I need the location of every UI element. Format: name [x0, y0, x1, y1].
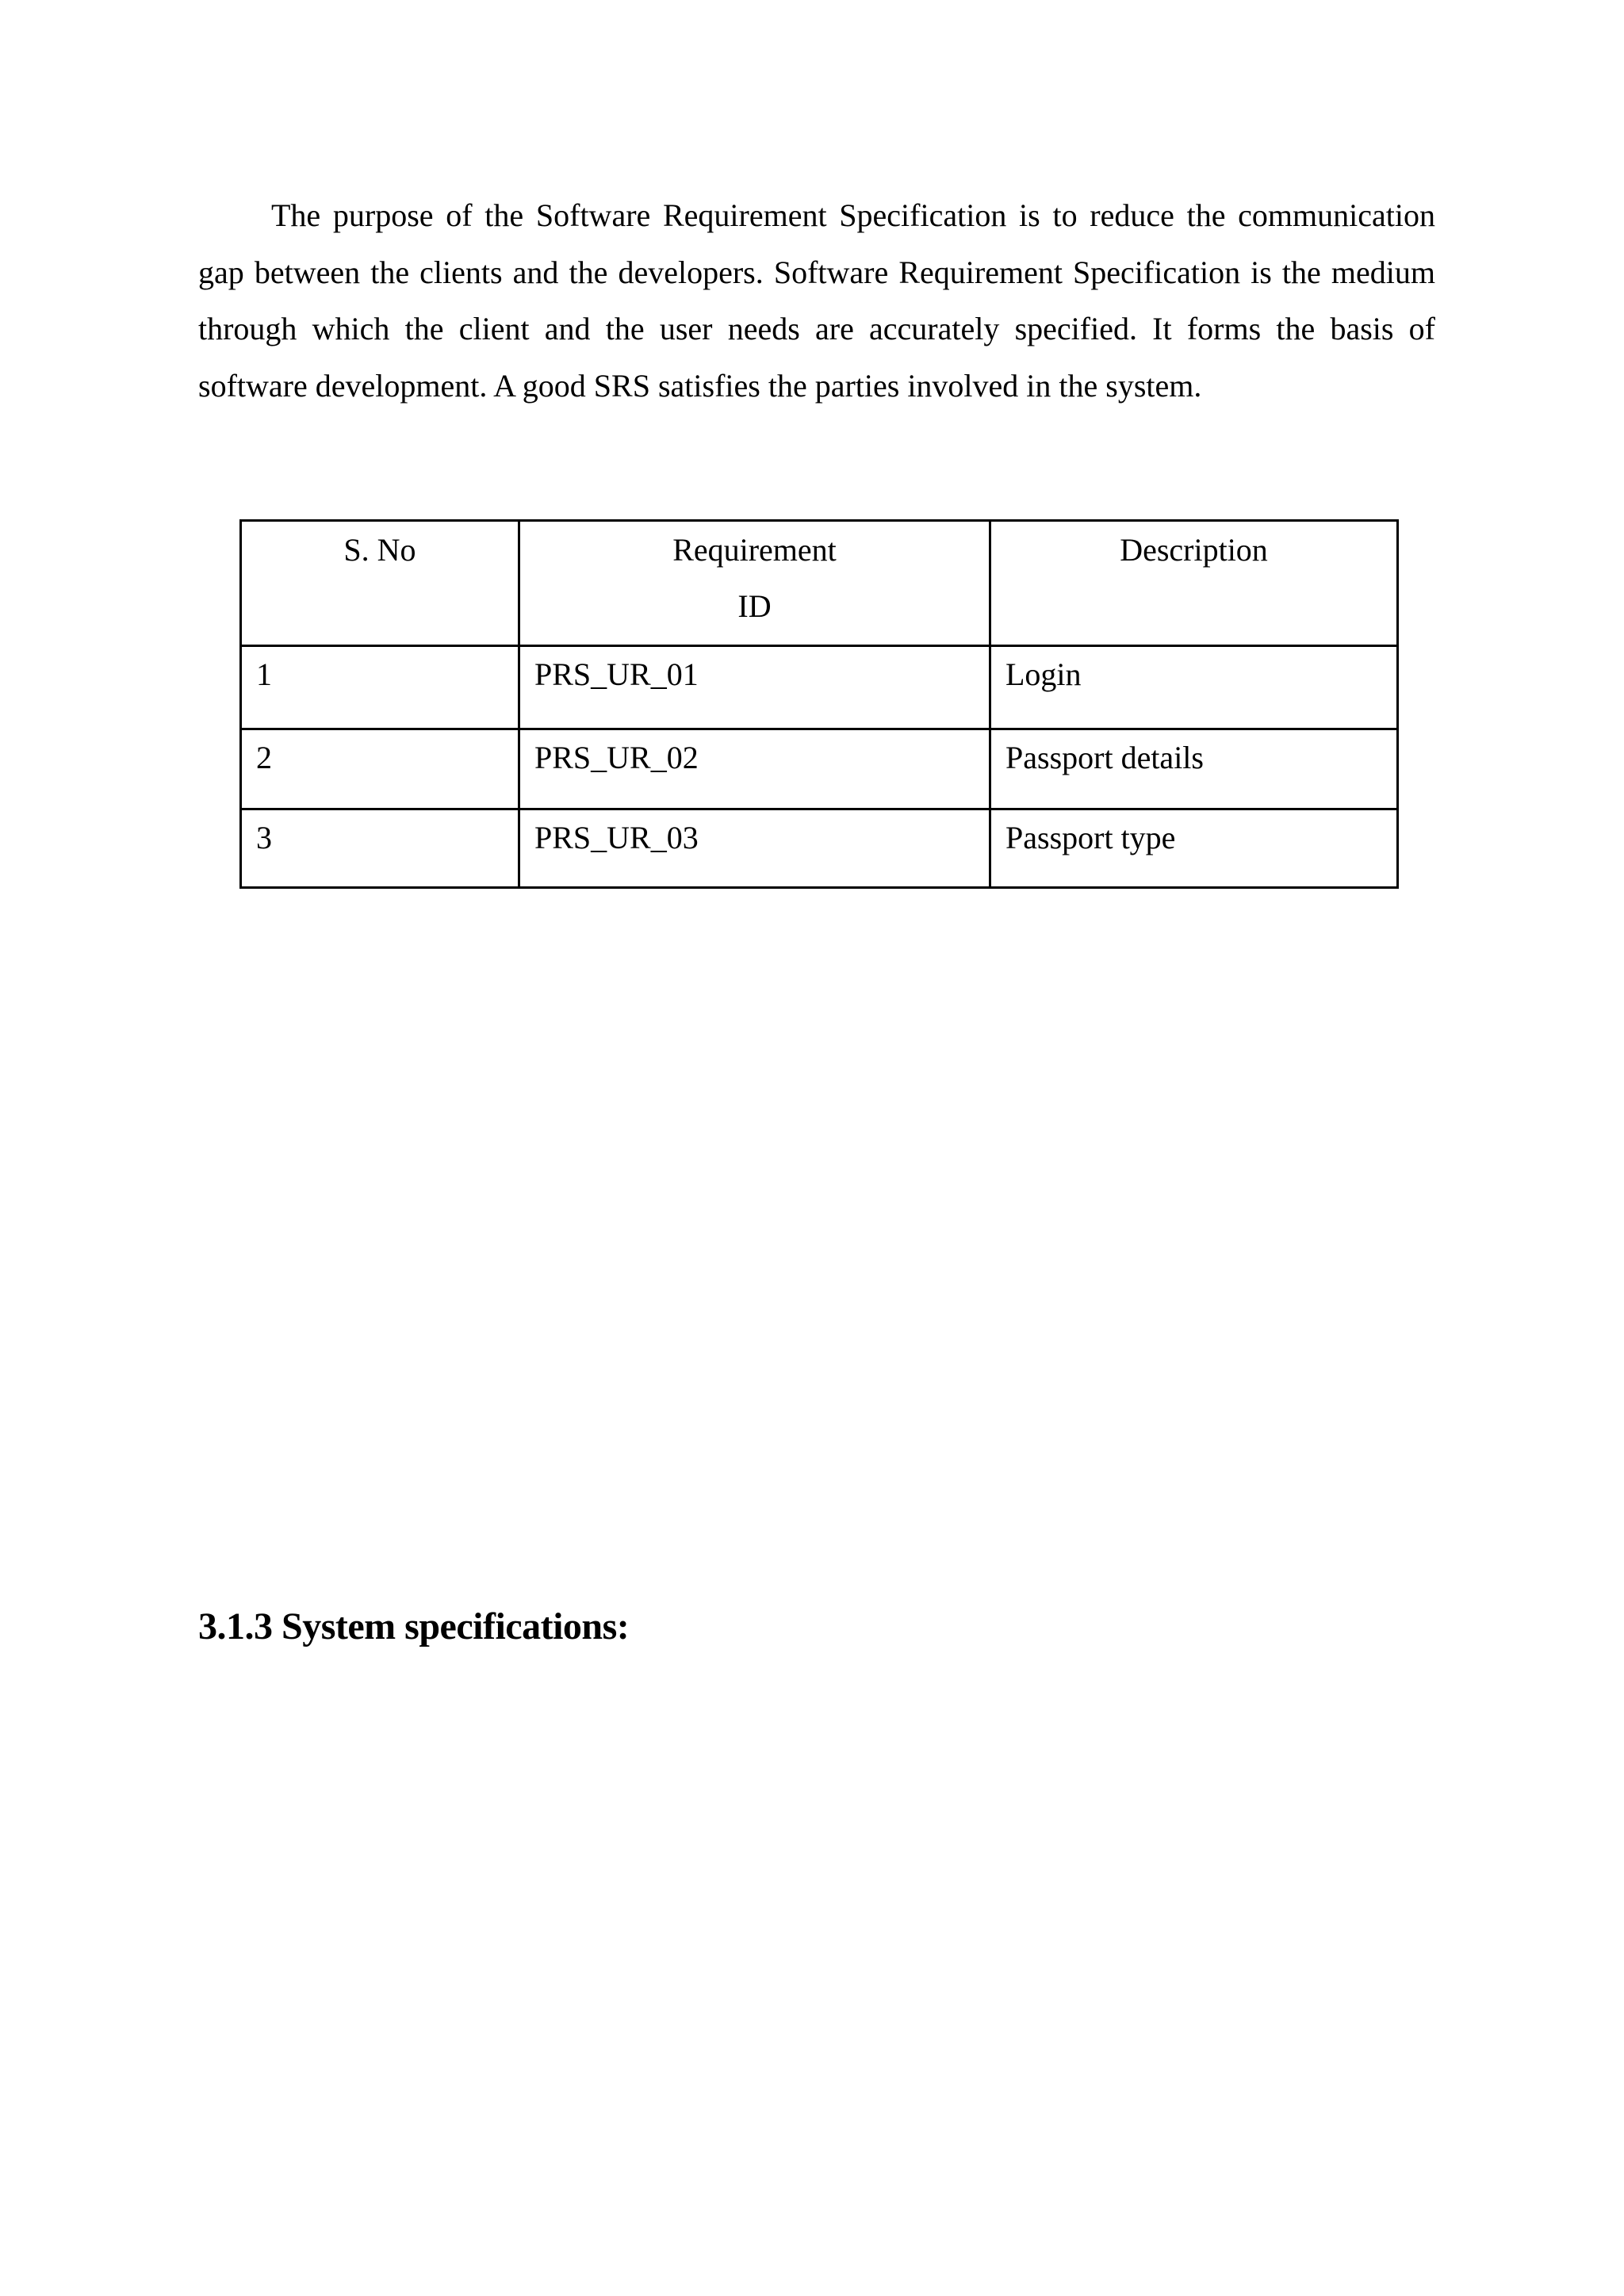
cell-requirement-id: PRS_UR_01	[519, 646, 990, 729]
table-row	[241, 729, 1398, 809]
header-sno-label: S. No	[343, 532, 416, 568]
cell-sno: 2	[241, 729, 519, 809]
table-header-row	[241, 521, 1398, 646]
header-sno	[241, 521, 519, 646]
cell-sno: 1	[241, 646, 519, 729]
section-heading: 3.1.3 System specifications:	[198, 1605, 630, 1647]
intro-paragraph: The purpose of the Software Requirement Specification is to reduce the communication gap between the clients and the developers. Software Requirement Specification is the medium through which the client and the user needs are accurately specified. It forms the basis of software development. A good SRS satisfies the parties involved in the system.	[198, 197, 1435, 404]
table-row	[241, 809, 1398, 888]
cell-description: Login	[990, 646, 1398, 729]
requirements-table	[239, 519, 1399, 889]
header-description	[990, 521, 1398, 646]
header-description-label: Description	[1120, 532, 1268, 568]
header-requirement-id	[519, 521, 990, 646]
cell-requirement-id: PRS_UR_03	[519, 809, 990, 888]
cell-description: Passport details	[990, 729, 1398, 809]
header-requirement-id-label: Requirement ID	[672, 532, 837, 624]
cell-requirement-id: PRS_UR_02	[519, 729, 990, 809]
table-row	[241, 646, 1398, 729]
cell-description: Passport type	[990, 809, 1398, 888]
cell-sno: 3	[241, 809, 519, 888]
